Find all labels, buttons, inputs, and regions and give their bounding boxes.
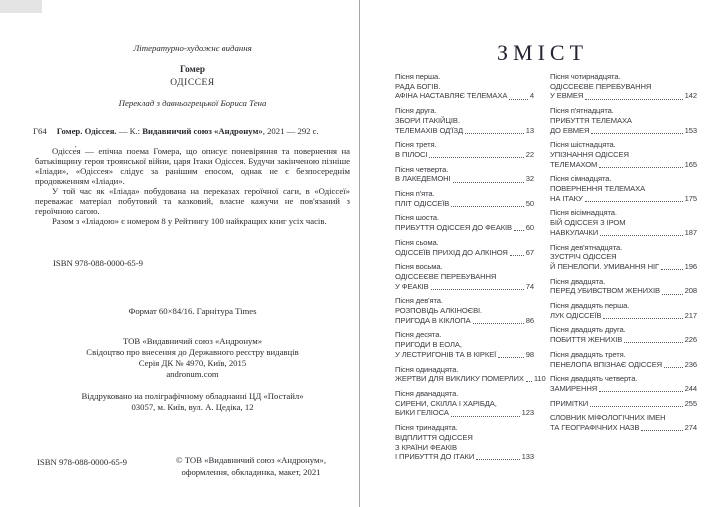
toc-entry-title: У ФЕАКІВ (395, 281, 429, 291)
dot-leader (476, 459, 519, 460)
dot-leader (664, 367, 683, 368)
toc-entry (395, 330, 534, 359)
toc-entry (395, 189, 534, 208)
toc-entry-page-number: 60 (525, 223, 534, 233)
toc-entry-page-number: 175 (684, 193, 697, 203)
toc-entry-page-number: 13 (525, 125, 534, 135)
toc-entry-page-number: 32 (525, 174, 534, 184)
dot-leader (429, 157, 523, 158)
toc-entry-title: У ЛЕСТРИГОНІВ ТА В КІРКЕЇ (395, 349, 497, 359)
contents-page (360, 0, 720, 507)
toc-entry-last-line (550, 160, 697, 170)
toc-entry-page-number: 153 (684, 125, 697, 135)
copyright-line: оформлення, обкладинка, макет, 2021 (181, 466, 321, 477)
toc-entry-title: І ПРИБУТТЯ ДО ІТАКИ (395, 452, 475, 462)
toc-entry (395, 364, 546, 384)
toc-entry-song: Пісня сьома. (395, 237, 439, 247)
copyright-block (161, 455, 341, 478)
publisher-website: andronum.com (166, 369, 219, 379)
copyright-line: © ТОВ «Видавничий союз «Андронум», (175, 455, 327, 465)
toc-entry-last-line (550, 384, 697, 394)
dot-leader (451, 416, 520, 417)
dot-leader (473, 323, 524, 324)
toc-entry-song: Пісня перша. (395, 72, 441, 81)
book-title: ОДІССЕЯ (170, 78, 215, 88)
toc-entry-title: ПРИБУТТЯ ОДІССЕЯ ДО ФЕАКІВ (395, 223, 512, 233)
toc-entry (395, 238, 534, 257)
toc-entry-page-number: 274 (684, 423, 697, 433)
toc-entry-page-number: 4 (529, 91, 534, 101)
toc-entry-song: Пісня дванадцята. (395, 388, 459, 398)
toc-entry-page-number: 123 (521, 408, 534, 418)
toc-entry-title: НАВКУЛАЧКИ (550, 227, 599, 237)
dot-leader (431, 289, 524, 290)
isbn-bottom: ISBN 978-088-0000-65-9 (37, 457, 128, 467)
toc-entry-last-line (550, 194, 697, 204)
toc-entry-song: Пісня шістнадцята. (550, 140, 616, 150)
publisher-series: Серія ДК № 4970, Київ, 2015 (138, 358, 247, 368)
dot-leader (641, 430, 682, 431)
toc-entry-song: Пісня третя. (395, 140, 437, 150)
toc-entry-line: ЗУСТРІЧ ОДІССЕЯ (550, 252, 617, 262)
toc-entry-last-line (395, 350, 534, 360)
toc-entry-title: ТЕЛЕМАХІВ ОД'ЇЗД (395, 125, 464, 135)
isbn: ISBN 978-088-0000-65-9 (53, 258, 144, 268)
publisher-block (35, 336, 350, 380)
toc-entry-last-line (395, 316, 534, 326)
toc-entry-page-number: 98 (525, 349, 534, 359)
toc-entry-page-number: 255 (684, 398, 697, 408)
toc-entry-title: ТА ГЕОГРАФІЧНИХ НАЗВ (550, 423, 640, 433)
dot-leader (599, 167, 682, 168)
toc-entry-song: Пісня двадцять третя. (550, 349, 626, 359)
toc-entry (550, 374, 697, 393)
toc-entry (550, 350, 697, 369)
print-info-block (35, 391, 350, 413)
toc-entry-song: Пісня одинадцята. (395, 364, 459, 374)
toc-entry-last-line (395, 91, 534, 101)
toc-entry-last-line (395, 150, 534, 160)
catalog-author-title: Гомер. Одіссея. (56, 126, 117, 136)
toc-entry (550, 174, 697, 203)
toc-entry (395, 389, 534, 418)
toc-entry (395, 423, 534, 462)
toc-entry-page-number: 208 (684, 286, 697, 296)
dot-leader (465, 133, 524, 134)
toc-entry (395, 296, 534, 325)
toc-entry-song: Пісня чотирнадцята. (550, 72, 621, 81)
toc-entry-title: ПОБИТТЯ ЖЕНИХІВ (550, 335, 623, 345)
toc-entry (395, 72, 534, 101)
publisher-name: ТОВ «Видавничий союз «Андронум» (122, 336, 263, 346)
toc-entry-title: В ПІЛОСІ (395, 149, 428, 159)
toc-entry (550, 325, 697, 344)
toc-entry-line: ОДІССЕЄВЕ ПЕРЕБУВАННЯ (395, 271, 497, 281)
toc-entry-title: АФІНА НАСТАВЛЯЄ ТЕЛЕМАХА (395, 91, 508, 101)
toc-entry-page-number: 226 (684, 335, 697, 345)
toc-entry-page-number: 133 (521, 452, 534, 462)
edition-note: Літературно-художнє видання (133, 43, 252, 53)
toc-entry-last-line (395, 248, 534, 258)
toc-entry-title: НА ІТАКУ (550, 193, 583, 203)
toc-entry-page-number: 50 (525, 198, 534, 208)
toc-entry (395, 140, 534, 159)
toc-entry-line: З КРАЇНИ ФЕАКІВ (395, 442, 457, 452)
toc-entry-line: ПОВЕРНЕННЯ ТЕЛЕМАХА (550, 184, 646, 194)
toc-entry-last-line (550, 228, 697, 238)
dot-leader (590, 406, 682, 407)
toc-entry-page-number: 22 (525, 149, 534, 159)
toc-entry (550, 72, 697, 101)
dot-leader (599, 391, 683, 392)
toc-entry-title: ПЕНЕЛОПА ВПІЗНАЄ ОДІССЕЯ (550, 359, 663, 369)
toc-entry-last-line (550, 91, 697, 101)
toc-entry-last-line (550, 335, 697, 345)
dot-leader (603, 318, 682, 319)
toc-entry-song: Пісня шоста. (395, 213, 439, 223)
toc-entry-last-line (550, 399, 697, 409)
imprint-page (35, 0, 350, 507)
toc-entry-song: Пісня сімнадцята. (550, 174, 612, 184)
toc-entry-line: ОДІССЕЄВЕ ПЕРЕБУВАННЯ (550, 81, 652, 91)
print-address: 03057, м. Київ, вул. А. Цедіка, 12 (131, 402, 254, 412)
translator-note: Переклад з давньогрецької Бориса Тена (118, 98, 267, 108)
dot-leader (585, 99, 682, 100)
dot-leader (514, 230, 524, 231)
toc-entry-title: ЖЕРТВИ ДЛЯ ВИКЛИКУ ПОМЕРЛИХ (395, 374, 524, 384)
toc-entry-title: ПРИМІТКИ (550, 398, 589, 408)
toc-title: ЗМІСТ (496, 40, 589, 65)
toc-entry-song: Пісня тринадцята. (395, 423, 458, 433)
toc-entry-title: ДО ЕВМЕЯ (550, 125, 590, 135)
toc-entry-song: Пісня дев'ятнадцята. (550, 242, 623, 252)
toc-entry-song: Пісня двадцять друга. (550, 325, 626, 335)
toc-entry-last-line (550, 360, 697, 370)
toc-entry-last-line (395, 374, 546, 384)
format-line: Формат 60×84/16. Гарнітура Times (128, 306, 257, 316)
dot-leader (662, 294, 683, 295)
toc-entry-last-line (550, 311, 697, 321)
toc-entry-last-line (550, 126, 697, 136)
toc-entry-line: СИРЕНИ, СКІЛЛА І ХАРІБДА, (395, 398, 497, 408)
toc-entry-title: ТЕЛЕМАХОМ (550, 159, 598, 169)
toc-entry-page-number: 67 (525, 247, 534, 257)
catalog-code: Г64 (33, 126, 47, 136)
toc-entry (550, 106, 697, 135)
toc-entry-page-number: 187 (684, 227, 697, 237)
catalog-entry (33, 126, 353, 136)
dot-leader (624, 342, 682, 343)
publisher-certificate: Свідоцтво про внесення до Державного реєстру видавців (86, 347, 299, 357)
toc-entry-last-line (395, 282, 534, 292)
toc-entry-page-number: 86 (525, 315, 534, 325)
annotation-paragraph: Разом з «Іліадою» є номером 8 у Рейтингу 100 найкращих книг усіх часів. (52, 216, 327, 226)
toc-entry-last-line (395, 199, 534, 209)
toc-entry-song: Пісня вісімнадцята. (550, 208, 617, 218)
toc-entry-line: УПІЗНАННЯ ОДІССЕЯ (550, 149, 629, 159)
toc-entry-title: У ЕВМЕЯ (550, 91, 584, 101)
toc-entry-title: БИКИ ГЕЛІОСА (395, 408, 449, 418)
catalog-separator: — К.: (116, 126, 143, 136)
toc-entry (550, 399, 697, 409)
toc-entry-title: ЗАМИРЕННЯ (550, 383, 598, 393)
toc-entry-song: Пісня десята. (395, 330, 442, 340)
toc-entry-title: Й ПЕНЕЛОПИ. УМИВАННЯ НІГ (550, 261, 660, 271)
toc-entry-title: ЛУК ОДІССЕЇВ (550, 310, 602, 320)
toc-entry-line: ЗБОРИ ІТАКІЙЦІВ. (395, 115, 460, 125)
dot-leader (600, 235, 683, 236)
toc-entry-song: Пісня дев'ята. (395, 296, 443, 306)
toc-entry (395, 262, 534, 291)
annotation-paragraph: У той час як «Іліада» побудована на переказах героїчної саги, в «Одіссеї» переважає матеріал побутовий та казковий, власне кажучи не пов'язаний з героїчною сагою. (35, 186, 350, 216)
toc-entry-page-number: 110 (533, 374, 546, 384)
toc-column-right (550, 72, 697, 467)
toc-entry (550, 301, 697, 320)
dot-leader (661, 269, 683, 270)
toc-entry (550, 208, 697, 237)
toc-entry-last-line (550, 286, 697, 296)
dot-leader (591, 133, 682, 134)
dot-leader (498, 357, 524, 358)
toc-entry-line: ВІДПЛИТТЯ ОДІССЕЯ (395, 432, 473, 442)
toc-entry-song: Пісня двадцять четверта. (550, 374, 638, 384)
toc-entry-last-line (550, 262, 697, 272)
toc-entry-page-number: 236 (684, 359, 697, 369)
dot-leader (526, 381, 532, 382)
toc-entry-page-number: 217 (684, 310, 697, 320)
toc-entry-last-line (395, 452, 534, 462)
toc-entry-last-line (395, 223, 534, 233)
toc-entry-page-number: 244 (684, 383, 697, 393)
toc-entry-song: Пісня друга. (395, 106, 437, 116)
catalog-year-pages: , 2021 — 292 с. (262, 126, 319, 136)
toc-entry-title: ПРИГОДА В КІКЛОПА (395, 315, 471, 325)
toc-entry (550, 413, 697, 432)
print-house: Віддруковано на поліграфічному обладнанні ЦД «Постайл» (81, 391, 304, 401)
toc-column-left (395, 72, 546, 467)
toc-entry-line: РОЗПОВІДЬ АЛКІНОЄВІ. (395, 306, 483, 316)
dot-leader (453, 182, 524, 183)
toc-entry-line: ПРИГОДИ В ЕОЛА, (395, 340, 462, 350)
toc-entry-page-number: 142 (684, 91, 697, 101)
toc-entry-line: ПРИБУТТЯ ТЕЛЕМАХА (550, 115, 632, 125)
toc-entry-song: Пісня п'ятнадцята. (550, 106, 614, 116)
catalog-publisher: Видавничий союз «Андронум» (142, 126, 263, 136)
annotation-paragraph: Одіссе́я — епічна поема Гомера, що описує поневіряння та повернення на батьківщину героя троянської війни, царя Ітаки Одіссея. Будучи закінченою пізніше «Іліади», «Одіссея» слідує за ранішим епосом, однак не є безпосереднім продовженням «Іліади». (35, 146, 350, 186)
toc-entry-last-line (395, 408, 534, 418)
toc-entry-last-line (395, 174, 534, 184)
toc-columns (395, 72, 697, 467)
toc-entry (550, 140, 697, 169)
toc-entry-title: ОДІССЕЇВ ПРИХІД ДО АЛКІНОЯ (395, 247, 508, 257)
toc-entry (395, 213, 534, 232)
toc-entry (395, 165, 534, 184)
toc-entry-page-number: 74 (525, 281, 534, 291)
toc-entry-last-line (395, 126, 534, 136)
toc-entry-page-number: 165 (684, 159, 697, 169)
toc-entry-line: СЛОВНИК МІФОЛОГІЧНИХ ІМЕН (550, 413, 666, 423)
dot-leader (509, 99, 528, 100)
toc-entry-song: Пісня п'ята. (395, 189, 435, 199)
toc-entry-line: РАДА БОГІВ. (395, 81, 441, 91)
toc-entry-title: ПЕРЕД УБИВСТВОМ ЖЕНИХІВ (550, 286, 660, 296)
dot-leader (585, 201, 683, 202)
toc-entry (395, 106, 534, 135)
toc-entry (550, 277, 697, 296)
toc-entry-song: Пісня двадцята. (550, 276, 606, 286)
toc-entry-title: ПЛІТ ОДІССЕЇВ (395, 198, 450, 208)
annotation (35, 146, 350, 226)
toc-entry-line: БІЙ ОДІССЕЯ З ІРОМ (550, 218, 626, 228)
toc-entry-last-line (550, 423, 697, 433)
toc-entry-title: В ЛАКЕДЕМОНІ (395, 174, 451, 184)
toc-entry-song: Пісня четверта. (395, 164, 449, 174)
dot-leader (451, 206, 524, 207)
dot-leader (510, 255, 524, 256)
author-name: Гомер (180, 64, 205, 74)
toc-entry-page-number: 196 (684, 261, 697, 271)
toc-entry-song: Пісня двадцять перша. (550, 301, 630, 311)
toc-entry (550, 243, 697, 272)
toc-entry-song: Пісня восьма. (395, 262, 443, 272)
